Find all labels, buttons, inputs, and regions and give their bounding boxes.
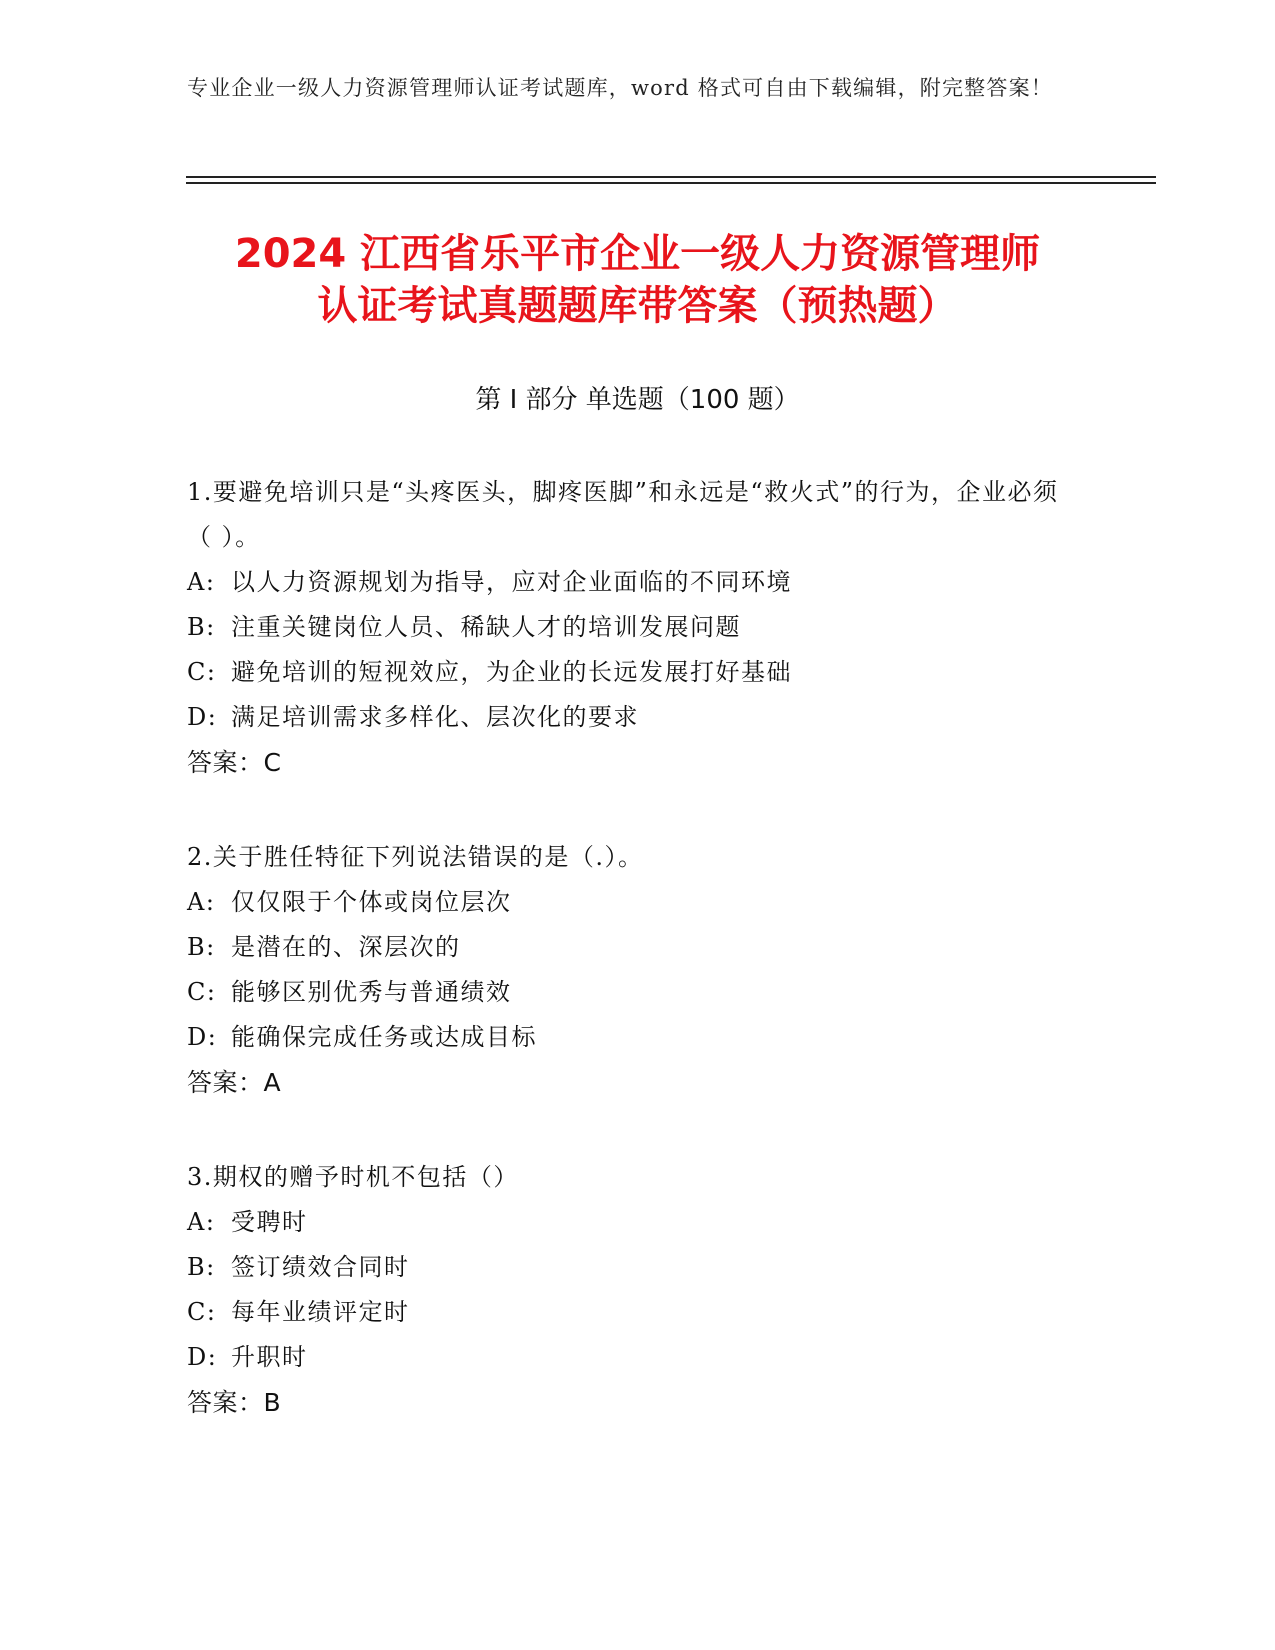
option-b (187, 1245, 1067, 1290)
option-text: 每年业绩评定时 (231, 1298, 410, 1326)
option-d (187, 695, 1067, 740)
option-b (187, 605, 1067, 650)
section-title: 第 I 部分 单选题（100 题） (475, 385, 800, 415)
question-1 (187, 470, 1067, 785)
title-line-1: 2024 江西省乐平市企业一级人力资源管理师 (234, 231, 1041, 277)
option-text: 满足培训需求多样化、层次化的要求 (231, 703, 639, 731)
option-key: B: (187, 933, 216, 961)
option-b (187, 925, 1067, 970)
answer: 答案：A (187, 1068, 282, 1097)
question-stem: 2.关于胜任特征下列说法错误的是（.）。 (187, 843, 644, 871)
option-c (187, 970, 1067, 1015)
option-text: 能够区别优秀与普通绩效 (231, 978, 512, 1006)
option-text: 是潜在的、深层次的 (231, 933, 461, 961)
option-key: B: (187, 1253, 216, 1281)
option-text: 签订绩效合同时 (231, 1253, 410, 1281)
option-key: C: (187, 658, 217, 686)
header-divider-bottom (186, 182, 1156, 184)
question-3 (187, 1155, 1067, 1425)
question-2 (187, 835, 1067, 1105)
option-text: 避免培训的短视效应，为企业的长远发展打好基础 (231, 658, 792, 686)
option-key: D: (187, 1343, 218, 1371)
option-key: D: (187, 703, 218, 731)
answer: 答案：C (187, 748, 282, 777)
header-note: 专业企业一级人力资源管理师认证考试题库，word 格式可自由下载编辑，附完整答案！ (187, 76, 1053, 100)
option-key: B: (187, 613, 216, 641)
option-c (187, 1290, 1067, 1335)
option-a (187, 1200, 1067, 1245)
option-key: C: (187, 1298, 217, 1326)
option-key: A: (187, 888, 216, 916)
option-a (187, 560, 1067, 605)
option-key: A: (187, 1208, 216, 1236)
header-divider-top (186, 176, 1156, 178)
option-key: C: (187, 978, 217, 1006)
document-title (100, 228, 1175, 332)
answer: 答案：B (187, 1388, 282, 1417)
option-text: 升职时 (231, 1343, 308, 1371)
option-d (187, 1015, 1067, 1060)
title-line-2: 认证考试真题题库带答案（预热题） (317, 283, 958, 329)
option-text: 能确保完成任务或达成目标 (231, 1023, 537, 1051)
option-c (187, 650, 1067, 695)
option-key: A: (187, 568, 216, 596)
option-text: 注重关键岗位人员、稀缺人才的培训发展问题 (231, 613, 741, 641)
option-text: 受聘时 (231, 1208, 308, 1236)
option-text: 仅仅限于个体或岗位层次 (231, 888, 512, 916)
option-a (187, 880, 1067, 925)
option-d (187, 1335, 1067, 1380)
question-stem: 3.期权的赠予时机不包括（） (187, 1163, 519, 1191)
question-stem: 1.要避免培训只是“头疼医头，脚疼医脚”和永远是“救火式”的行为，企业必须（ ）。 (187, 478, 1059, 551)
option-key: D: (187, 1023, 218, 1051)
option-text: 以人力资源规划为指导，应对企业面临的不同环境 (231, 568, 792, 596)
